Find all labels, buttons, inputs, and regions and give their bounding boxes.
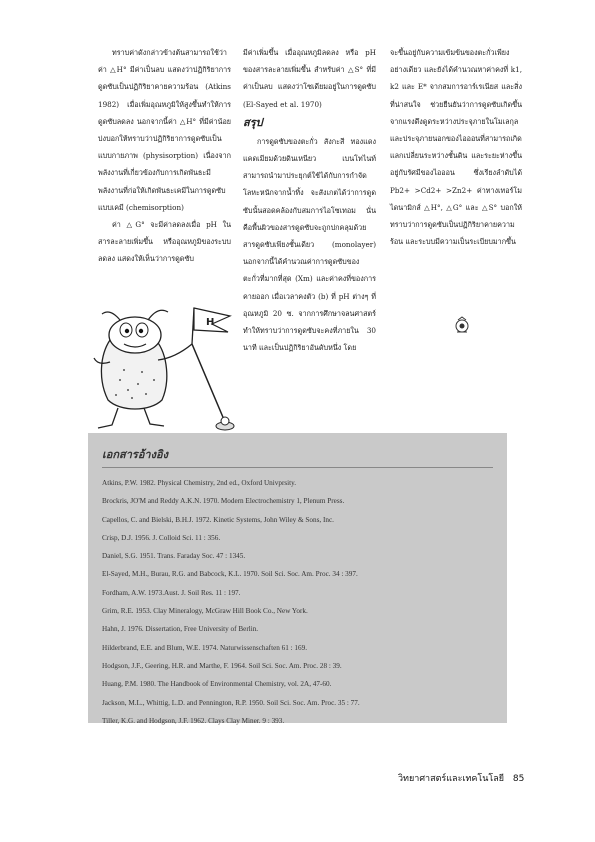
page-footer bbox=[398, 771, 524, 785]
body-paragraph: มีค่าเพิ่มขึ้น เมื่ออุณหภูมิลดลง หรือ pH ของสารละลายเพิ่มขึ้น สำหรับค่า △S° ที่มีค่าเป็นลบ แสดงว่าโซเดียมอยู่ในการดูดซับ (El-Sayed et al. 1970) bbox=[243, 48, 376, 109]
references-list bbox=[102, 474, 493, 730]
page-number: 85 bbox=[512, 774, 525, 784]
body-paragraph: ค่า △G° จะมีค่าลดลงเมื่อ pH ในสารละลายเพิ่มขึ้น หรืออุณหภูมิของระบบลดลง แสดงให้เห็นว่าการดูดซับ bbox=[98, 220, 231, 264]
cartoon-mascot-illustration bbox=[80, 300, 240, 440]
flag-letter: H bbox=[206, 317, 215, 328]
reference-item: El-Sayed, M.H., Burau, R.G. and Babcock, K.L. 1970. Soil Sci. Soc. Am. Proc. 34 : 397. bbox=[102, 570, 358, 579]
references-divider bbox=[102, 467, 493, 468]
text-column-1 bbox=[98, 44, 231, 268]
reference-item: Hilderbrand, E.E. and Blum, W.E. 1974. Naturwissenschaften 61 : 169. bbox=[102, 643, 308, 652]
body-paragraph: ทราบค่าดังกล่าวข้างต้นสามารถใช้ว่าค่า △H° มีค่าเป็นลบ แสดงว่าปฏิกิริยาการดูดซับเป็นปฏิกิริยาคายความร้อน (Atkins 1982) เมื่อเพิ่มอุณหภูมิให้สูงขึ้นทำให้การดูดซับลดลง นอกจากนี้ค่า △H° ที่มีค่าน้อย บ่งบอกให้ทราบว่าปฏิกิริยาการดูดซับเป็นแบบกายภาพ (physisorption) เนื่องจากพลังงานที่เกี่ยวข้องกับการเกิดพันธะมีพลังงานที่ก่อให้เกิดพันธะเคมีในการดูดซับแบบเคมี (chemisorption) bbox=[98, 48, 231, 212]
summary-paragraph: การดูดซับของตะกั่ว สังกะสี ทองแดง แคดเมียมด้วยดินเหนียว เบนโทไนท์ สามารถนำมาประยุกต์ใช้ได้กับการกำจัดโลหะหนักจากน้ำทิ้ง จะสังเกตได้ว่าการดูดซับนั้นสอดคล้องกับสมการไอโซเทอม นั่นคือพื้นผิวของสารดูดซับจะถูกปกคลุมด้วยสารดูดซับเพียงชั้นเดียว (monolayer) นอกจากนี้ได้คำนวณค่าการดูดซับของตะกั่วที่มากที่สุด (Xm) และค่าคงที่ของการคายออก เมื่อเวลาคงตัว (b) ที่ pH ต่างๆ ที่อุณหภูมิ 20 ซ. จากการศึกษาจลนศาสตร์ทำให้ทราบว่าการดูดซับจะคงที่ภายใน 30 นาที และเป็นปฏิกิริยาอันดับหนึ่ง โดย bbox=[243, 136, 376, 353]
reference-item: Hodgson, J.F., Geering, H.R. and Marthe, F. 1964. Soil Sci. Soc. Am. Proc. 28 : 39. bbox=[102, 661, 342, 670]
reference-item: Atkins, P.W. 1982. Physical Chemistry, 2nd ed., Oxford Univprsity. bbox=[102, 479, 297, 487]
references-box bbox=[88, 433, 507, 723]
reference-item: Crisp, D.J. 1956. J. Colloid Sci. 11 : 356. bbox=[102, 533, 221, 542]
reference-item: Grim, R.E. 1953. Clay Mineralogy, McGraw Hill Book Co., New York. bbox=[102, 607, 308, 616]
reference-item: Capellos, C. and Bielski, B.H.J. 1972. Kinetic Systems, John Wiley & Sons, Inc. bbox=[102, 515, 334, 524]
references-title: เอกสารอ้างอิง bbox=[102, 448, 168, 461]
reference-item: Tiller, K.G. and Hodgson, J.F. 1962. Clays Clay Miner. 9 : 393. bbox=[102, 716, 285, 725]
text-column-2 bbox=[243, 44, 376, 356]
reference-item: Huang, P.M. 1980. The Handbook of Environmental Chemistry, vol. 2A, 47-60. bbox=[102, 680, 332, 689]
reference-item: Brockris, JO'M and Reddy A.K.N. 1970. Modern Electrochemistry 1, Plenum Press. bbox=[102, 497, 345, 506]
university-emblem-icon bbox=[454, 316, 470, 334]
text-column-3 bbox=[390, 44, 522, 250]
reference-item: Hahn, J. 1976. Dissertation, Free University of Berlin. bbox=[102, 625, 259, 634]
body-paragraph: จะขึ้นอยู่กับความเข้มข้นของตะกั่วเพียงอย่างเดียว และยังได้คำนวณหาค่าคงที่ k1, k2 และ E* จากสมการอาร์เรเนียส และสิ่งที่น่าสนใจ ช่วยยืนยันว่าการดูดซับเกิดขึ้นจากแรงดึงดูดระหว่างประจุภายในโมเลกุลและประจุภายนอกของไอออนที่สามารถเกิดแลกเปลี่ยนระหว่างชั้นดิน และระยะห่างขึ้นอยู่กับรัศมีของไอออน ซึ่งเรียงลำดับได้ Pb2+ >Cd2+ >Zn2+ ค่าทางเทอร์โมไดนามิกส์ △H°, △G° และ △S° บอกให้ทราบว่าการดูดซับเป็นปฏิกิริยาคายความร้อน และระบบมีความเป็นระเบียบมากขึ้น bbox=[390, 48, 522, 247]
section-heading-summary: สรุป bbox=[243, 115, 263, 129]
journal-name: วิทยาศาสตร์และเทคโนโลยี bbox=[398, 774, 505, 784]
reference-item: Fordham, A.W. 1973.Aust. J. Soil Res. 11 : 197. bbox=[102, 588, 241, 597]
reference-item: Jackson, M.L., Whittig, L.D. and Pennington, R.P. 1950. Soil Sci. Soc. Am. Proc. 35 : 77. bbox=[102, 698, 360, 707]
reference-item: Daniel, S.G. 1951. Trans. Faraday Soc. 47 : 1345. bbox=[102, 552, 246, 561]
